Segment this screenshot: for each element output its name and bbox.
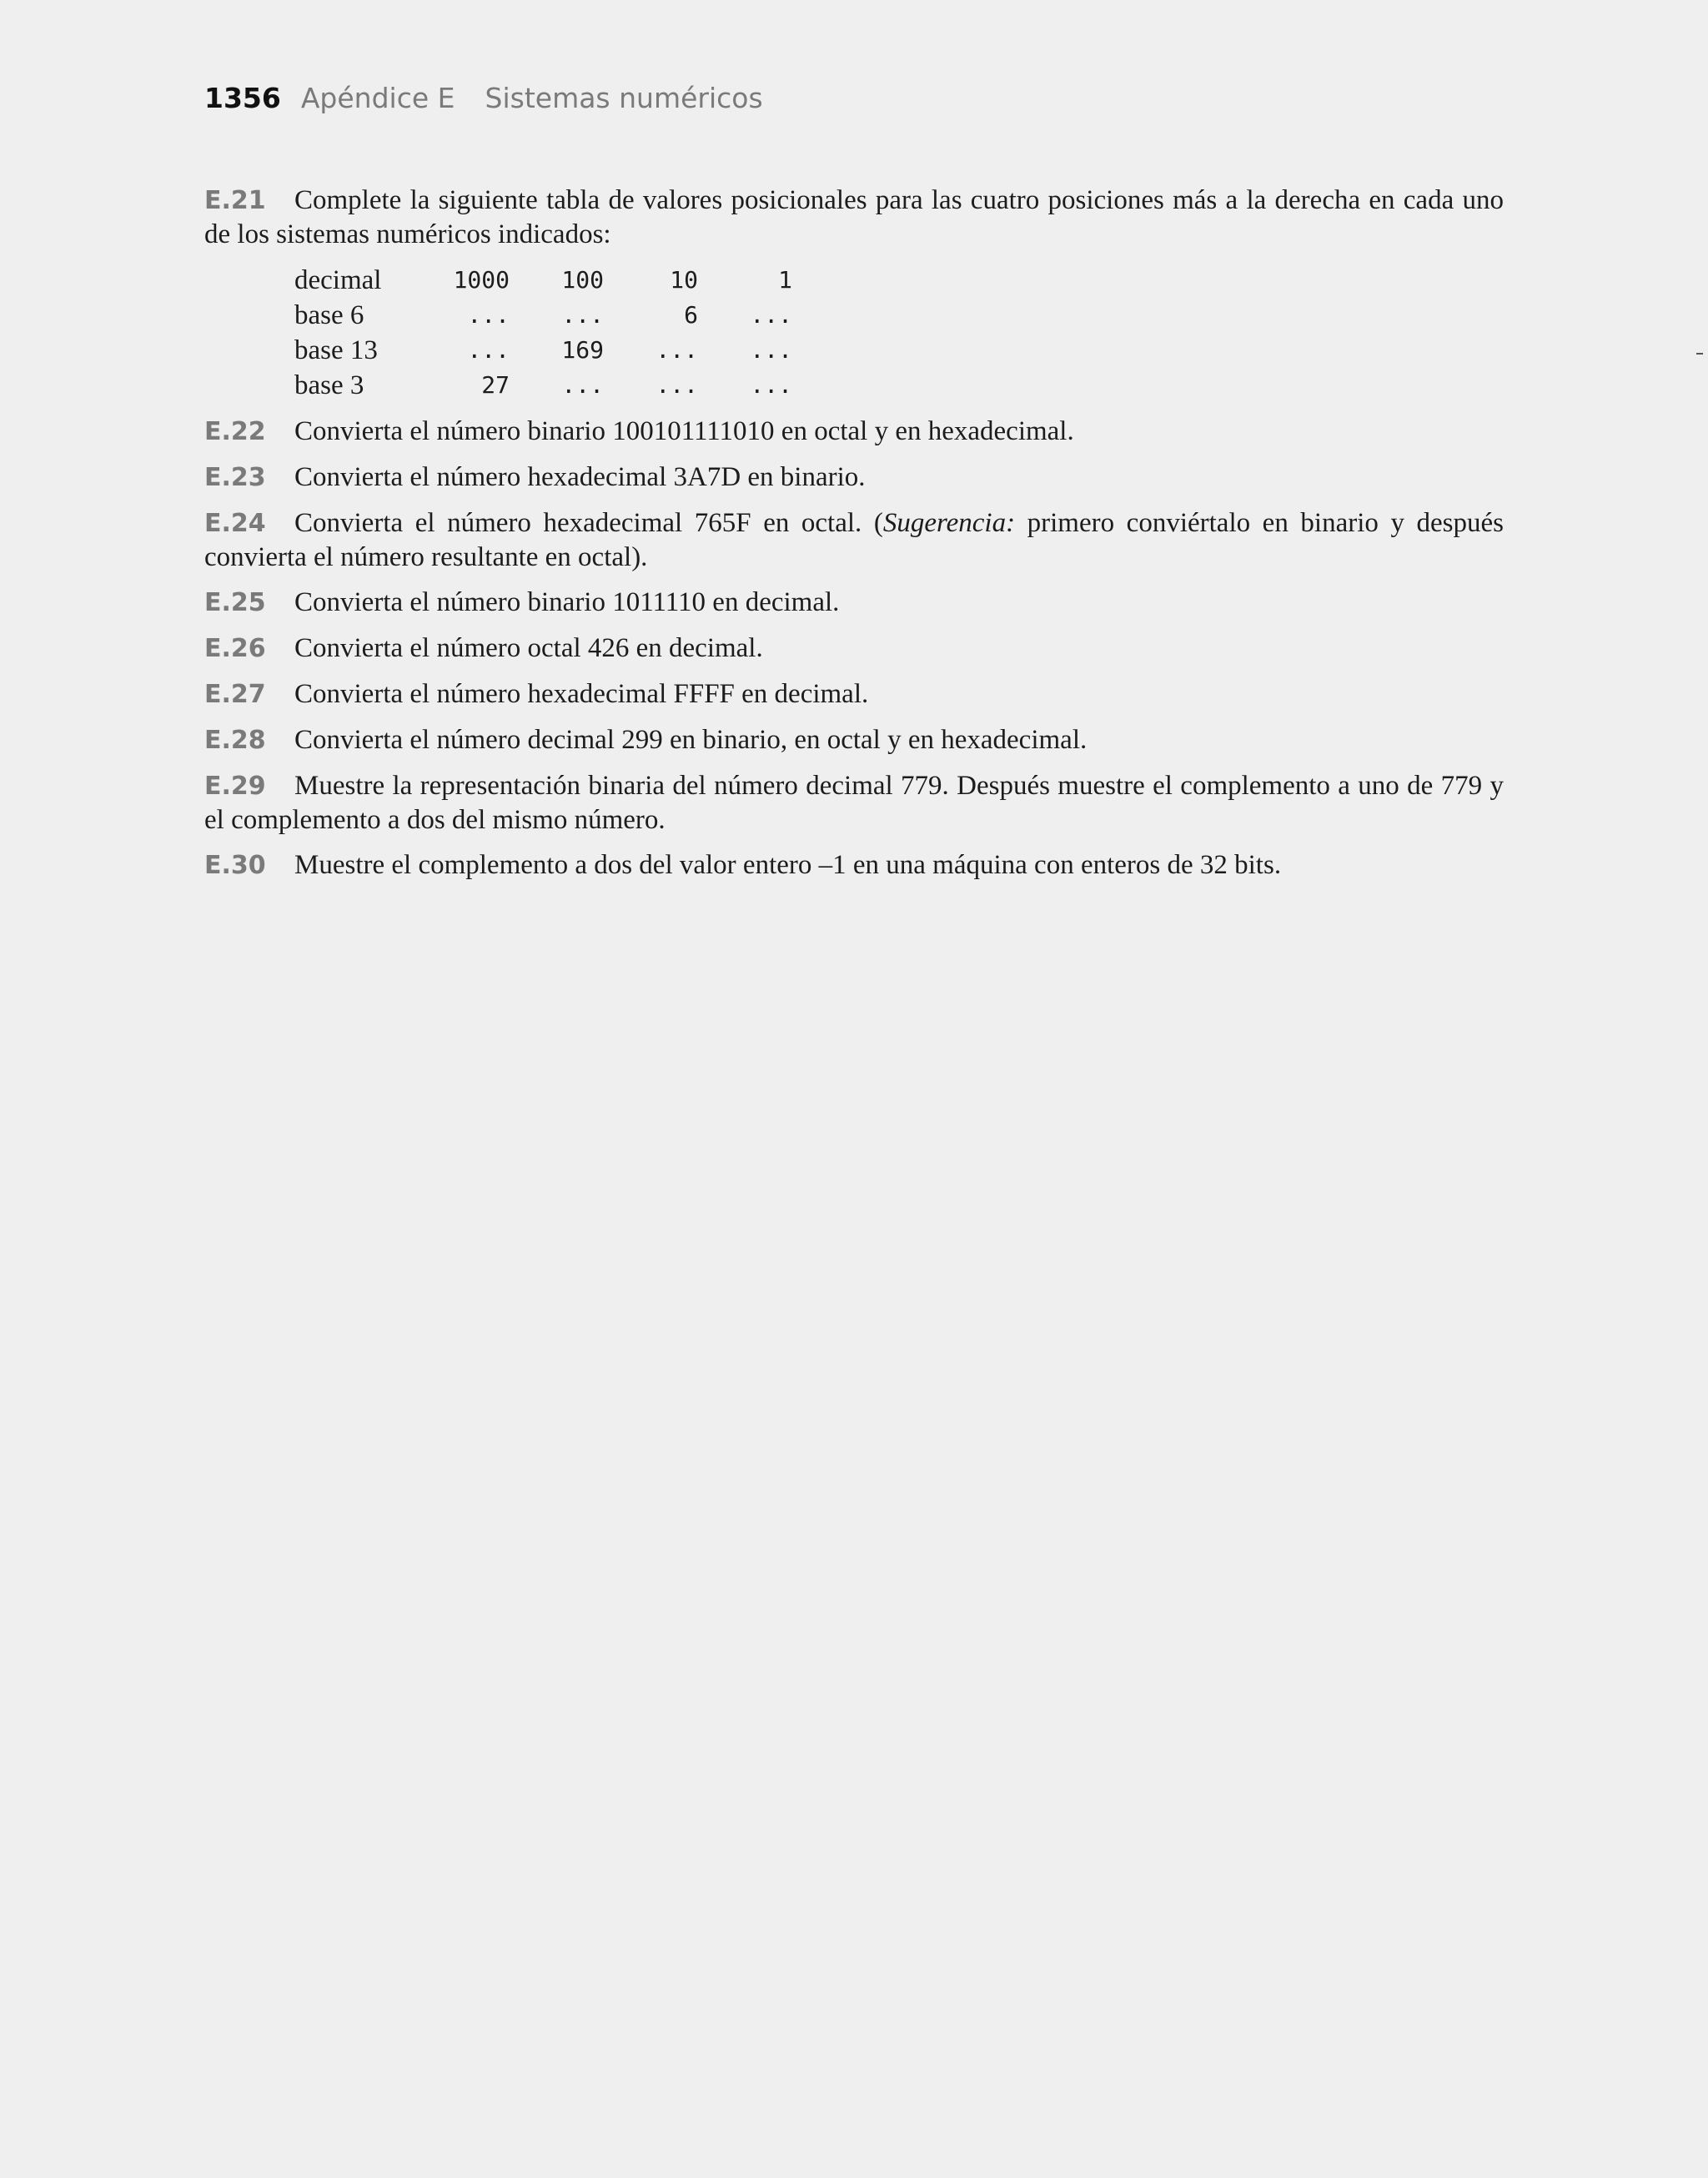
running-header	[204, 80, 763, 117]
exercise-e25	[204, 586, 1504, 620]
exercise-e26	[204, 631, 1504, 666]
exercise-e23	[204, 460, 1504, 495]
table-cell: ...	[467, 336, 510, 364]
crop-mark	[1696, 353, 1703, 355]
exercise-number: E.26	[204, 634, 266, 663]
exercise-e29	[204, 769, 1504, 837]
table-row	[294, 298, 792, 333]
exercise-text: Convierta el número binario 100101111010 en octal y en hexadecimal.	[294, 416, 1074, 446]
exercise-text-continued: primero conviértalo en binario y después convierta el número resultante en octal).	[204, 508, 1504, 572]
table-cell: 6	[684, 301, 698, 329]
table-cell: ...	[750, 301, 792, 329]
exercise-text: Complete la siguiente tabla de valores posicionales para las cuatro posiciones más a la derecha en cada uno de los sistemas numéricos indicados:	[204, 185, 1504, 249]
positional-values-table	[294, 263, 792, 403]
row-label: decimal	[294, 265, 382, 295]
exercise-number: E.29	[204, 772, 266, 801]
exercise-number: E.21	[204, 186, 266, 215]
table-cell: ...	[561, 371, 604, 399]
table-cell: ...	[750, 336, 792, 364]
table-cell: 10	[670, 266, 698, 294]
exercise-e30	[204, 848, 1504, 883]
exercise-e24	[204, 506, 1504, 574]
exercise-text: Convierta el número hexadecimal FFFF en decimal.	[294, 679, 869, 709]
table-cell: 27	[481, 371, 510, 399]
table-cell: ...	[656, 336, 698, 364]
hint-label: Sugerencia:	[882, 508, 1016, 538]
table-cell: ...	[561, 301, 604, 329]
exercise-e22	[204, 415, 1504, 449]
table-cell: 169	[561, 336, 604, 364]
table-cell: 100	[561, 266, 604, 294]
exercise-text: Muestre la representación binaria del número decimal 779. Después muestre el complemento a uno de 779 y el complemento a dos del mismo número.	[204, 771, 1504, 835]
row-label: base 3	[294, 370, 364, 400]
exercise-text: Convierta el número hexadecimal 765F en octal. (	[294, 508, 883, 538]
page-number: 1356	[204, 82, 281, 114]
table-row	[294, 263, 792, 298]
exercise-text: Muestre el complemento a dos del valor entero –1 en una máquina con enteros de 32 bits.	[294, 850, 1282, 880]
exercise-text: Convierta el número hexadecimal 3A7D en binario.	[294, 462, 866, 492]
exercise-text: Convierta el número binario 1011110 en decimal.	[294, 587, 840, 617]
table-cell: ...	[750, 371, 792, 399]
exercise-e27	[204, 677, 1504, 712]
exercise-number: E.28	[204, 726, 266, 755]
exercise-list	[204, 184, 1504, 894]
exercise-number: E.22	[204, 417, 266, 446]
appendix-title: Apéndice E	[300, 82, 455, 114]
exercise-number: E.30	[204, 851, 266, 880]
row-label: base 13	[294, 335, 378, 365]
exercise-text: Convierta el número decimal 299 en binario, en octal y en hexadecimal.	[294, 725, 1088, 755]
exercise-e28	[204, 723, 1504, 757]
table-cell: ...	[467, 301, 510, 329]
exercise-number: E.25	[204, 588, 266, 617]
row-label: base 6	[294, 300, 364, 330]
exercise-number: E.27	[204, 680, 266, 709]
exercise-e21	[204, 184, 1504, 251]
exercise-text: Convierta el número octal 426 en decimal.	[294, 633, 763, 663]
exercise-number: E.24	[204, 509, 266, 538]
section-title: Sistemas numéricos	[485, 82, 763, 114]
table-row	[294, 333, 792, 368]
table-cell: 1	[778, 266, 792, 294]
exercise-number: E.23	[204, 463, 266, 492]
table-cell: ...	[656, 371, 698, 399]
table-cell: 1000	[453, 266, 510, 294]
table-row	[294, 368, 792, 403]
